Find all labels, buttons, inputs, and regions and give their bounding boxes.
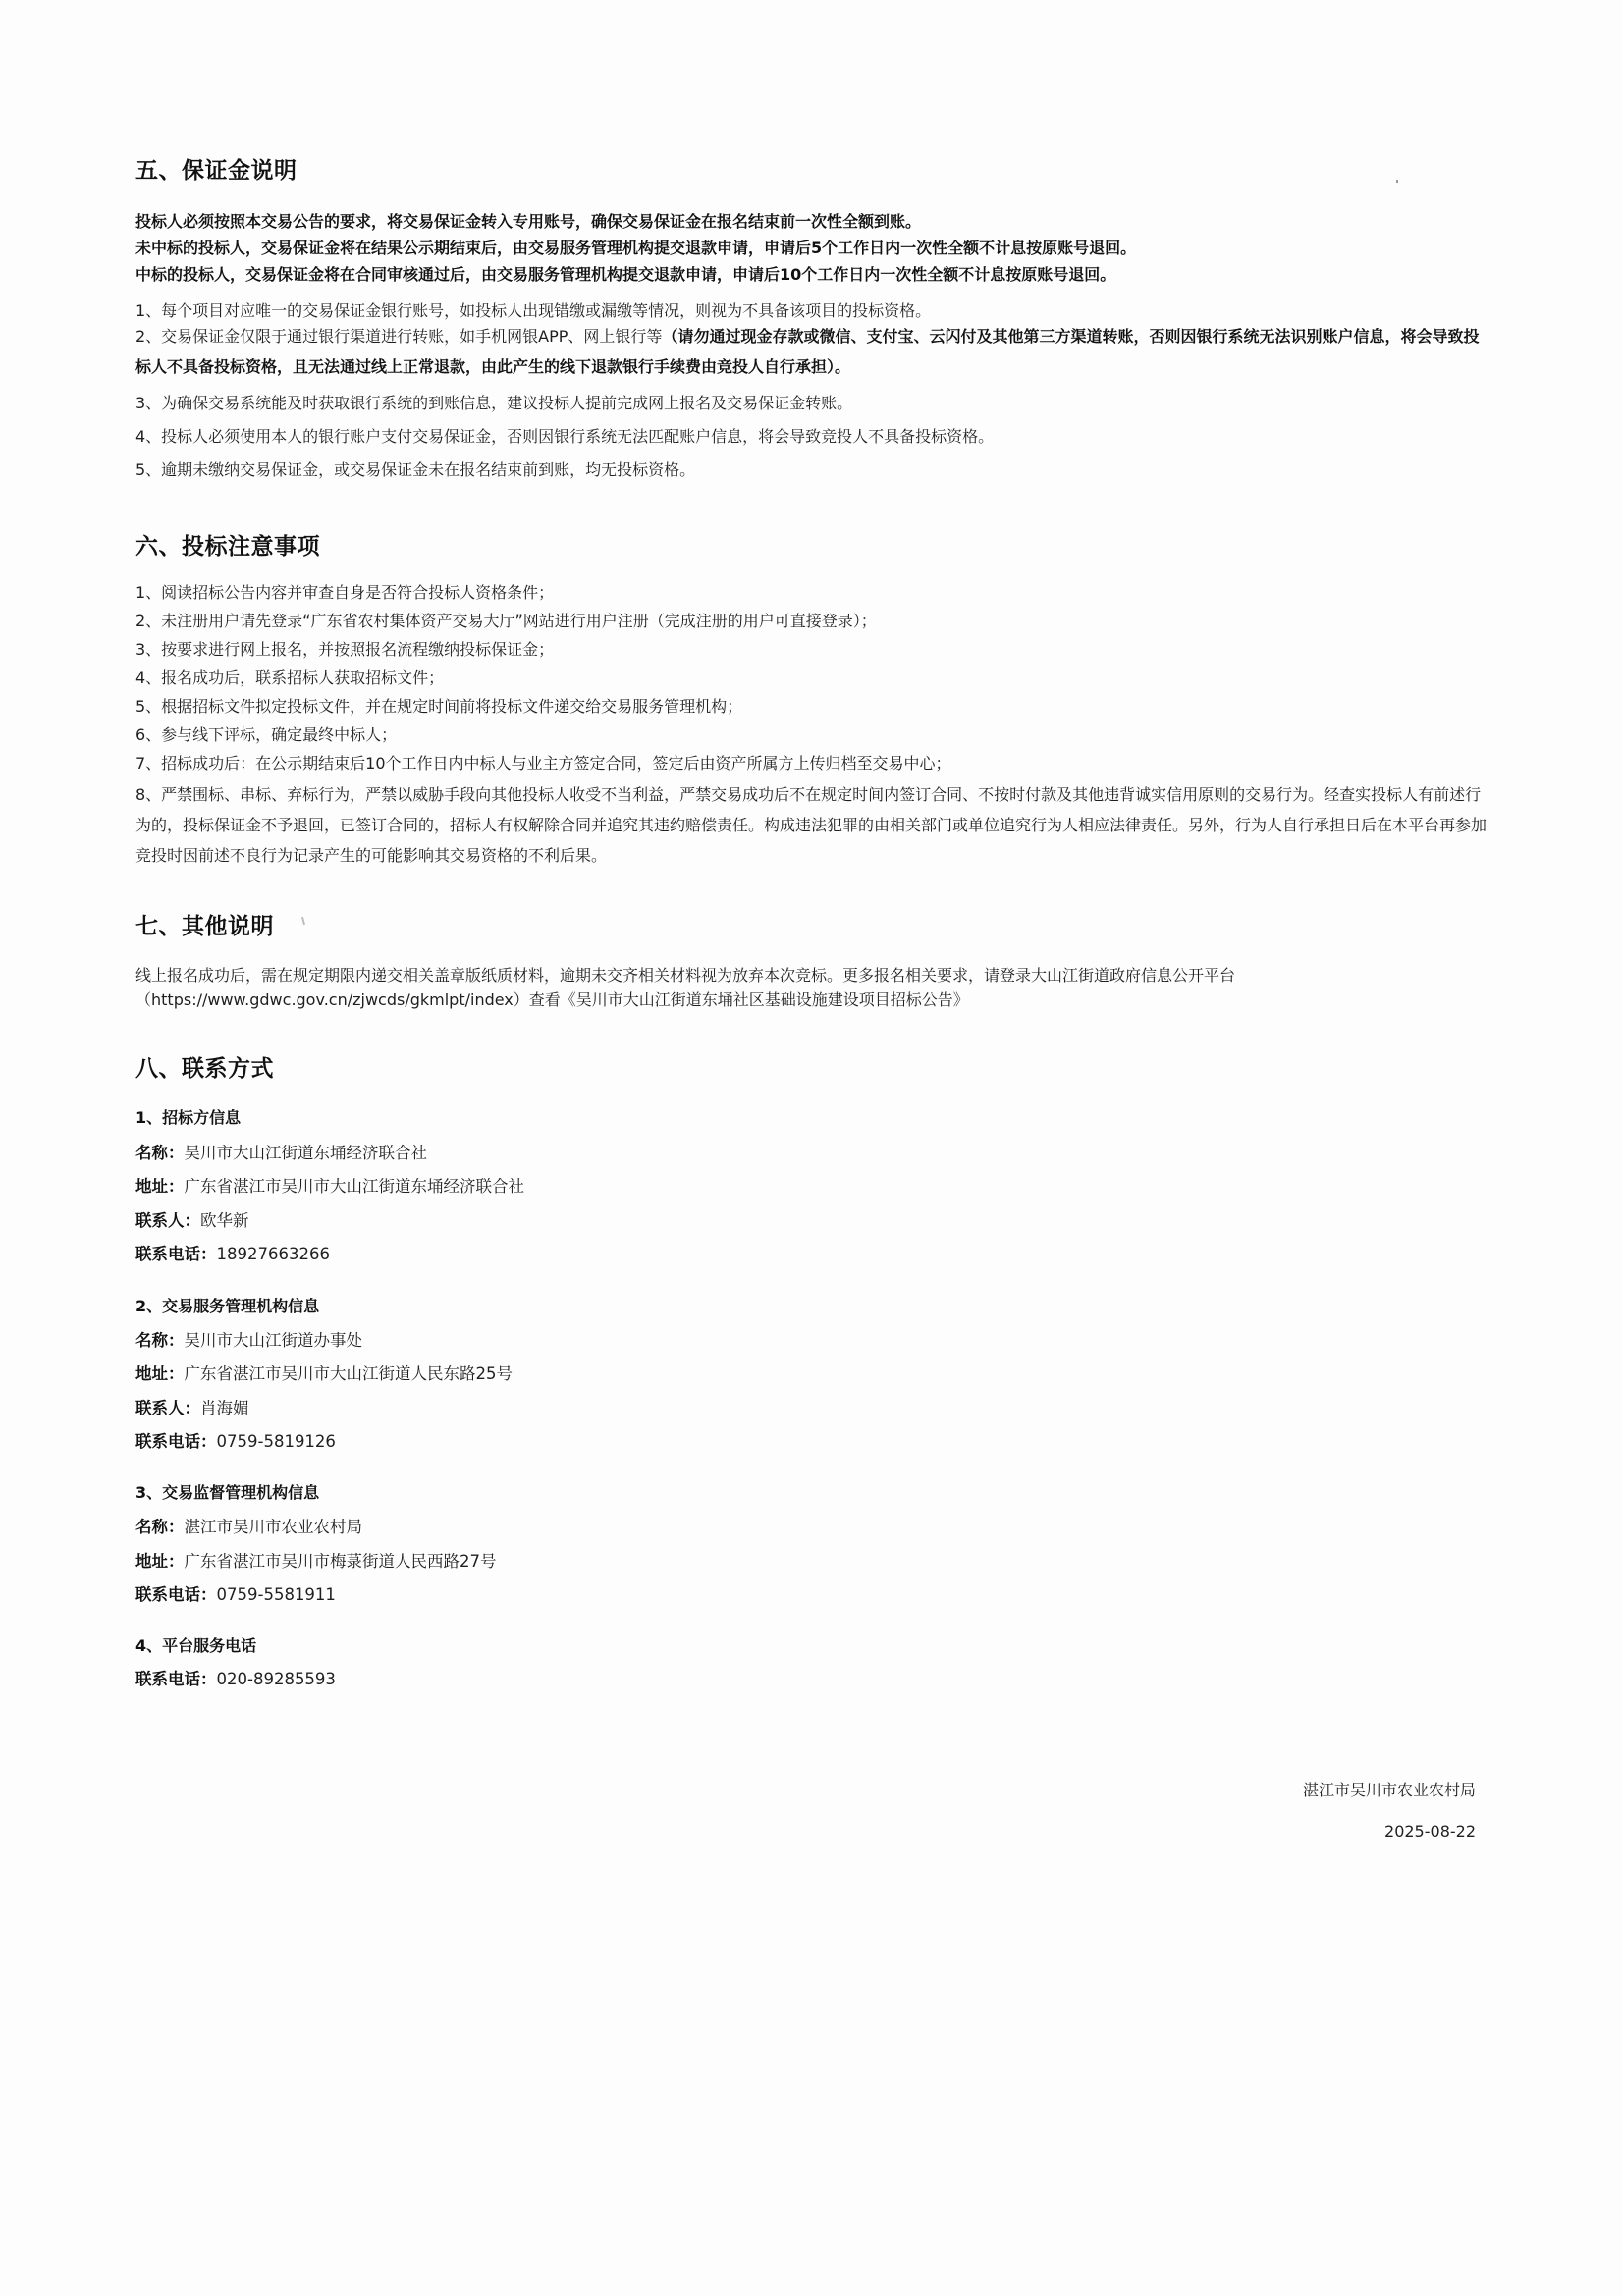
scan-speck [1396, 180, 1398, 183]
contact-group-3-phone [135, 1581, 336, 1605]
field-label: 联系人： [135, 1399, 200, 1417]
signature-date: 2025-08-22 [1384, 1822, 1476, 1841]
field-label: 地址： [135, 1552, 185, 1571]
contact-group-2-name [135, 1327, 362, 1351]
contact-group-1-phone [135, 1241, 330, 1264]
contact-group-2-title: 2、交易服务管理机构信息 [135, 1297, 320, 1315]
section5-item-2-bold: （请勿通过现金存款或微信、支付宝、云闪付及其他第三方渠道转账，否则因银行系统无法识别账户信息，将会导致投标人不具备投标资格，且无法通过线上正常退款，由此产生的线下退款银行手续费由竞投人自行承担）。 [135, 327, 1480, 376]
contact-group-4-phone [135, 1666, 336, 1689]
contact-group-3-name [135, 1514, 362, 1537]
contact-group-1-address [135, 1173, 524, 1197]
signature-org: 湛江市吴川市农业农村局 [1302, 1781, 1476, 1799]
field-value: 0759-5581911 [216, 1585, 336, 1604]
section6-item-7: 7、招标成功后：在公示期结束后10个工作日内中标人与业主方签定合同，签定后由资产所属方上传归档至交易中心； [135, 754, 951, 773]
field-value: 18927663266 [216, 1245, 330, 1263]
contact-group-2-person [135, 1395, 249, 1418]
contact-group-1-name [135, 1140, 427, 1163]
field-value: 欧华新 [200, 1211, 249, 1230]
field-value: 020-89285593 [216, 1670, 336, 1688]
field-label: 联系电话： [135, 1432, 217, 1451]
contact-group-4-title: 4、平台服务电话 [135, 1636, 257, 1655]
section5-heading: 五、保证金说明 [135, 158, 298, 184]
field-label: 地址： [135, 1364, 185, 1383]
contact-group-2-phone [135, 1428, 336, 1452]
field-value: 吴川市大山江街道东埇经济联合社 [184, 1144, 427, 1162]
field-value: 吴川市大山江街道办事处 [184, 1331, 362, 1350]
section5-item-1: 1、每个项目对应唯一的交易保证金银行账号，如投标人出现错缴或漏缴等情况，则视为不具备该项目的投标资格。 [135, 301, 932, 320]
contact-group-2-address [135, 1361, 513, 1384]
section7-heading: 七、其他说明 [135, 914, 274, 939]
field-value: 广东省湛江市吴川市大山江街道东埇经济联合社 [184, 1177, 524, 1196]
field-value: 0759-5819126 [216, 1432, 336, 1451]
link-open-paren: （ [135, 990, 152, 1009]
field-label: 联系人： [135, 1211, 200, 1230]
section5-intro-1: 投标人必须按照本交易公告的要求，将交易保证金转入专用账号，确保交易保证金在报名结束前一次性全额到账。 [135, 212, 922, 231]
section7-link-line [135, 989, 969, 1011]
field-label: 名称： [135, 1331, 185, 1350]
field-label: 联系电话： [135, 1670, 217, 1688]
section6-item-1: 1、阅读招标公告内容并审查自身是否符合投标人资格条件； [135, 583, 555, 602]
section5-item-2 [135, 321, 1490, 382]
section5-item-3: 3、为确保交易系统能及时获取银行系统的到账信息，建议投标人提前完成网上报名及交易保证金转账。 [135, 394, 853, 412]
field-label: 联系电话： [135, 1245, 217, 1263]
section5-intro-2: 未中标的投标人，交易保证金将在结果公示期结束后，由交易服务管理机构提交退款申请，申请后5个工作日内一次性全额不计息按原账号退回。 [135, 239, 1137, 257]
section6-item-5: 5、根据招标文件拟定投标文件，并在规定时间前将投标文件递交给交易服务管理机构； [135, 697, 743, 716]
contact-group-1-person [135, 1207, 249, 1231]
field-value: 肖海媚 [200, 1399, 249, 1417]
section5-item-5: 5、逾期未缴纳交易保证金，或交易保证金未在报名结束前到账，均无投标资格。 [135, 460, 696, 479]
info-platform-link[interactable]: https://www.gdwc.gov.cn/zjwcds/gkmlpt/index [151, 990, 514, 1009]
contact-group-3-title: 3、交易监督管理机构信息 [135, 1483, 320, 1502]
section5-intro-3: 中标的投标人，交易保证金将在合同审核通过后，由交易服务管理机构提交退款申请，申请后10个工作日内一次性全额不计息按原账号退回。 [135, 265, 1116, 284]
section7-text: 线上报名成功后，需在规定期限内递交相关盖章版纸质材料，逾期未交齐相关材料视为放弃本次竞标。更多报名相关要求，请登录大山江街道政府信息公开平台 [135, 966, 1236, 985]
contact-group-3-address [135, 1548, 497, 1572]
section6-heading: 六、投标注意事项 [135, 534, 320, 560]
field-label: 名称： [135, 1144, 185, 1162]
field-label: 联系电话： [135, 1585, 217, 1604]
link-suffix-text: ）查看《吴川市大山江街道东埇社区基础设施建设项目招标公告》 [513, 990, 969, 1009]
section6-item-8: 8、严禁围标、串标、弃标行为，严禁以威胁手段向其他投标人收受不当利益，严禁交易成功后不在规定时间内签订合同、不按时付款及其他违背诚实信用原则的交易行为。经查实投标人有前述行为的，投标保证金不予退回，已签订合同的，招标人有权解除合同并追究其违约赔偿责任。构成违法犯罪的由相关部门或单位追究行为人相应法律责任。另外，行为人自行承担日后在本平台再参加竞投时因前述不良行为记录产生的可能影响其交易资格的不利后果。 [135, 785, 1488, 865]
scan-mark [301, 917, 305, 925]
section8-heading: 八、联系方式 [135, 1056, 274, 1082]
section5-item-4: 4、投标人必须使用本人的银行账户支付交易保证金，否则因银行系统无法匹配账户信息，将会导致竞投人不具备投标资格。 [135, 427, 995, 446]
field-label: 名称： [135, 1518, 185, 1536]
section6-item-6: 6、参与线下评标，确定最终中标人； [135, 725, 398, 744]
contact-group-1-title: 1、招标方信息 [135, 1108, 242, 1127]
field-value: 湛江市吴川市农业农村局 [184, 1518, 362, 1536]
section6-item-2: 2、未注册用户请先登录“广东省农村集体资产交易大厅”网站进行用户注册（完成注册的用户可直接登录）； [135, 612, 877, 630]
field-value: 广东省湛江市吴川市大山江街道人民东路25号 [184, 1364, 513, 1383]
field-label: 地址： [135, 1177, 185, 1196]
field-value: 广东省湛江市吴川市梅菉街道人民西路27号 [184, 1552, 497, 1571]
section6-item-3: 3、按要求进行网上报名，并按照报名流程缴纳投标保证金； [135, 640, 555, 659]
section6-item-4: 4、报名成功后，联系招标人获取招标文件； [135, 668, 445, 687]
section5-item-2-normal: 2、交易保证金仅限于通过银行渠道进行转账，如手机网银APP、网上银行等 [135, 327, 663, 346]
